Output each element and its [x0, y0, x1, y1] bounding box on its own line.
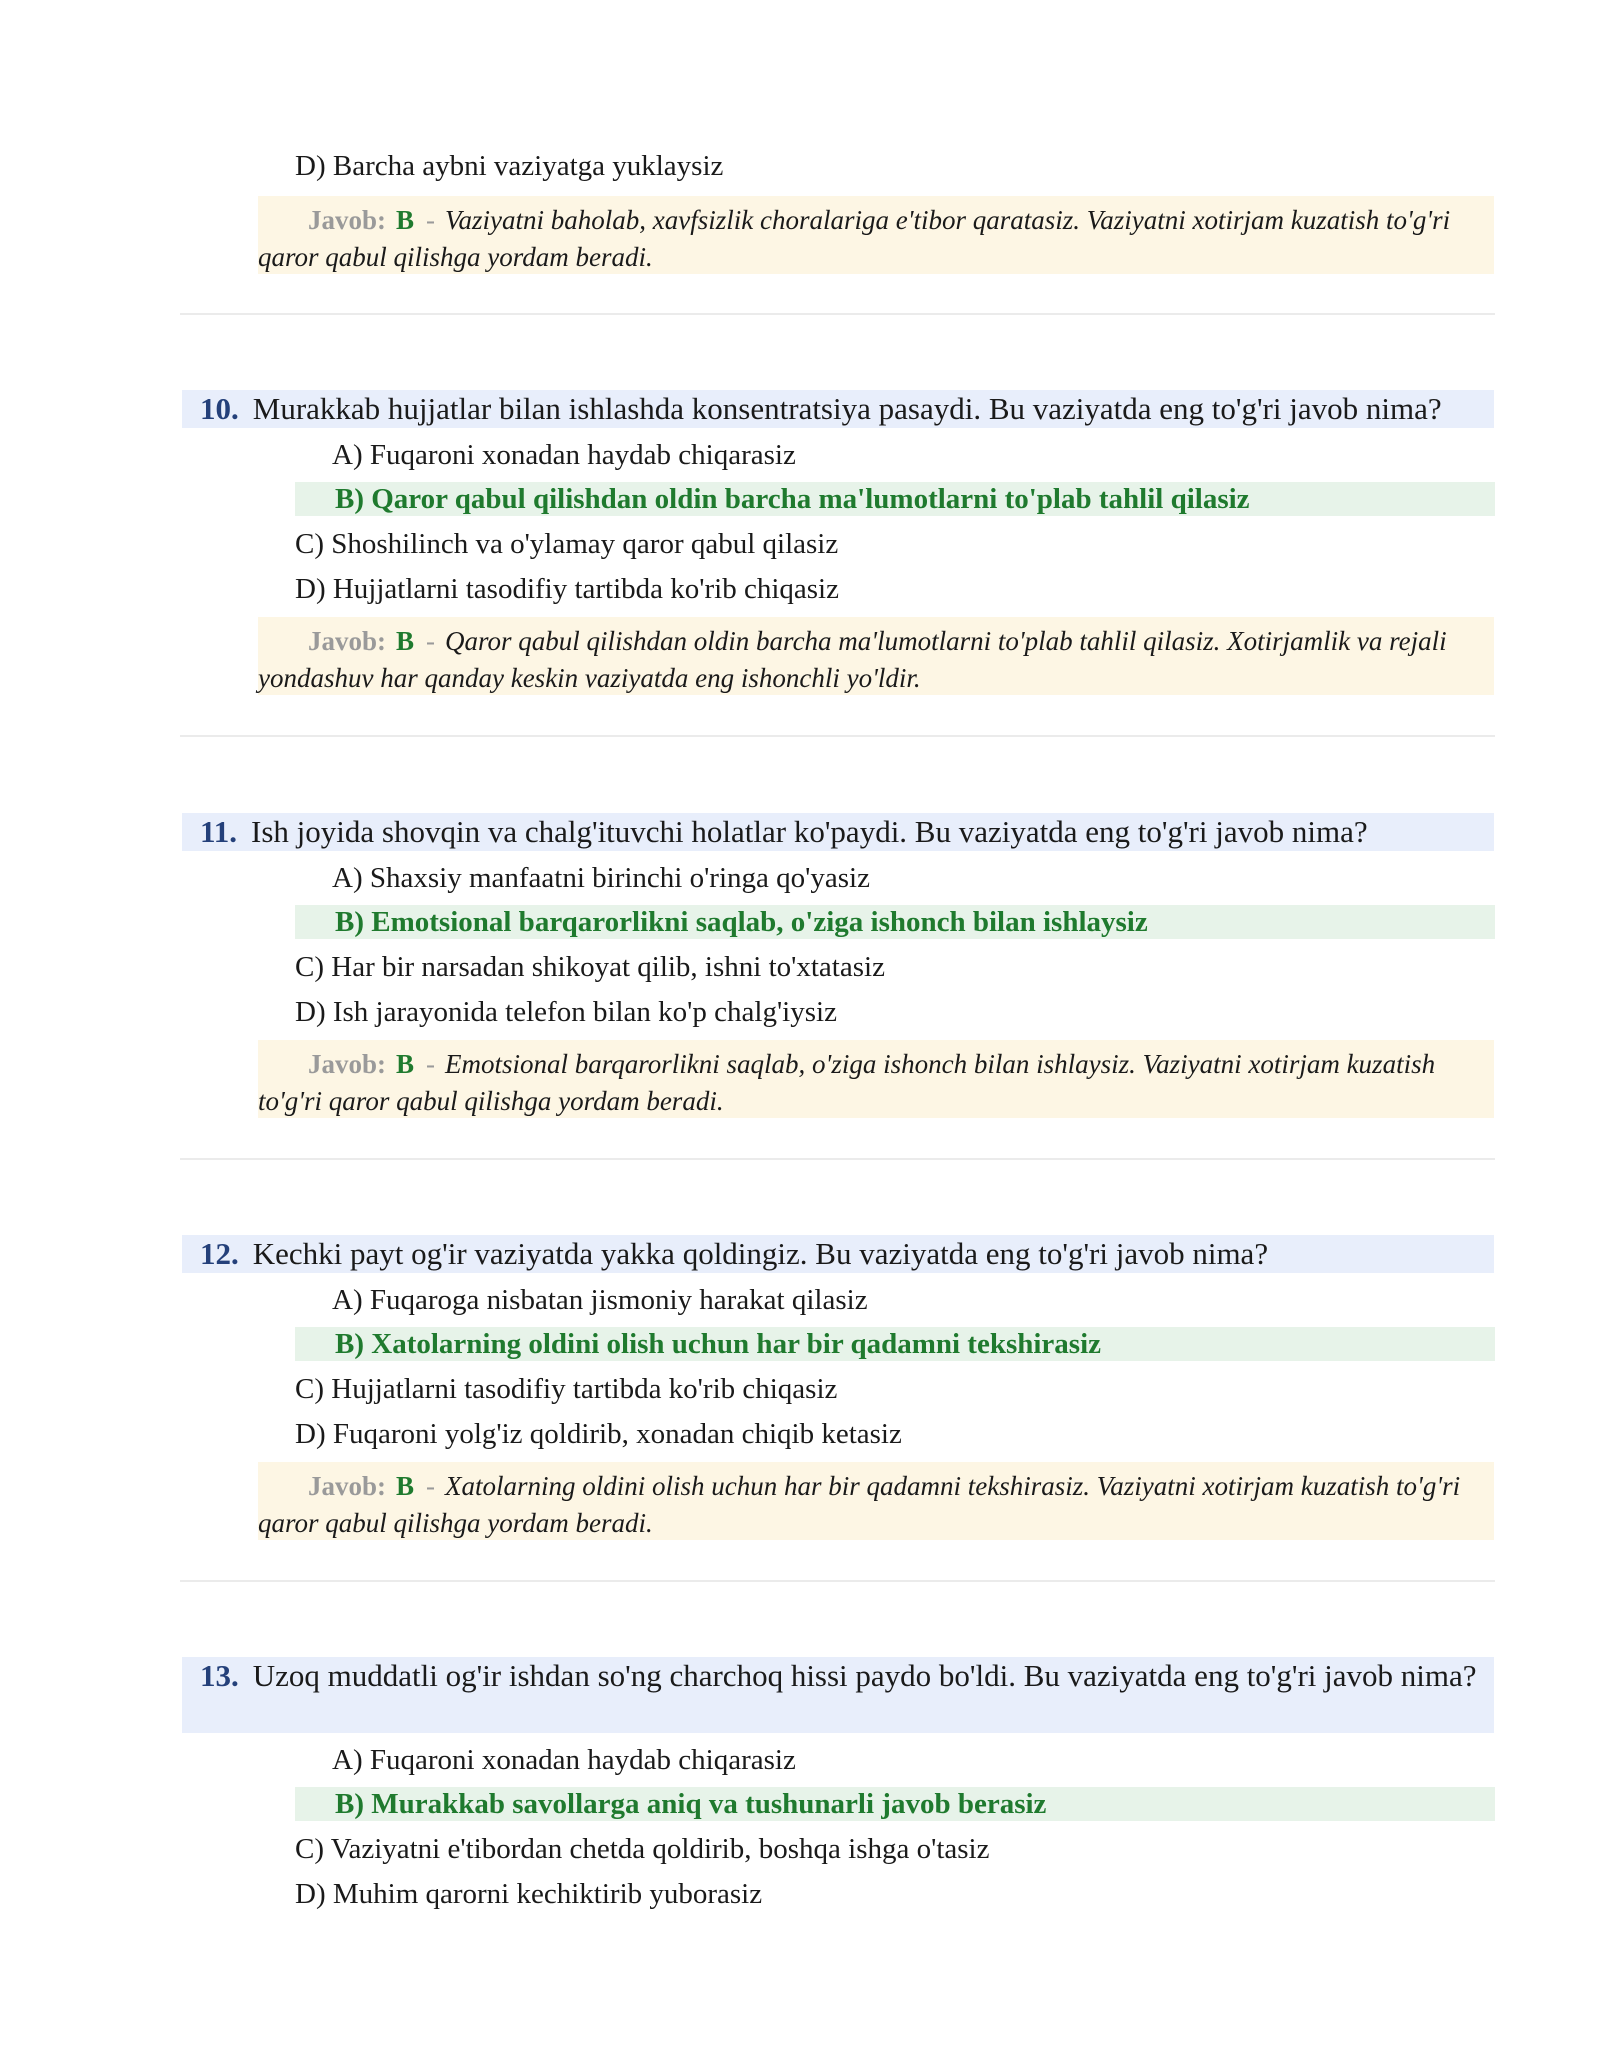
question-text: Murakkab hujjatlar bilan ishlashda konsentratsiya pasaydi. Bu vaziyatda eng to'g'ri javob nima?: [252, 391, 1442, 426]
option-d: D) Ish jarayonida telefon bilan ko'p chalg'iysiz: [295, 996, 837, 1028]
separator: [180, 735, 1495, 737]
answer-explanation: Emotsional barqarorlikni saqlab, o'ziga ishonch bilan ishlaysiz. Vaziyatni xotirjam kuzatish to'g'ri qaror qabul qilishga yordam beradi.: [258, 1049, 1436, 1116]
option-d: D) Hujjatlarni tasodifiy tartibda ko'rib chiqasiz: [295, 573, 839, 605]
answer-label: Javob:: [308, 205, 387, 235]
answer-dash: -: [426, 626, 436, 656]
separator: [180, 313, 1495, 315]
option-b-correct: B) Emotsional barqarorlikni saqlab, o'ziga ishonch bilan ishlaysiz: [295, 905, 1495, 939]
question-12: [182, 1235, 1494, 1273]
answer-label: Javob:: [308, 1471, 387, 1501]
option-a: A) Fuqaroni xonadan haydab chiqarasiz: [332, 1744, 796, 1776]
separator: [180, 1158, 1495, 1160]
question-text: Uzoq muddatli og'ir ishdan so'ng charchoq hissi paydo bo'ldi. Bu vaziyatda eng to'g'ri javob nima?: [252, 1658, 1477, 1693]
answer-explanation: Qaror qabul qilishdan oldin barcha ma'lumotlarni to'plab tahlil qilasiz. Xotirjamlik va rejali yondashuv har qanday keskin vaziyatda eng ishonchli yo'ldir.: [258, 626, 1447, 693]
option-c: C) Vaziyatni e'tibordan chetda qoldirib, boshqa ishga o'tasiz: [295, 1833, 990, 1865]
option-b-correct: B) Murakkab savollarga aniq va tushunarli javob berasiz: [295, 1787, 1495, 1821]
answer-box: [258, 1040, 1494, 1118]
answer-letter: B: [396, 626, 415, 656]
answer-label: Javob:: [308, 1049, 387, 1079]
answer-dash: -: [426, 1471, 436, 1501]
option-d: D) Fuqaroni yolg'iz qoldirib, xonadan chiqib ketasiz: [295, 1418, 902, 1450]
option-b-correct: B) Qaror qabul qilishdan oldin barcha ma'lumotlarni to'plab tahlil qilasiz: [295, 482, 1495, 516]
question-number: 11.: [200, 814, 238, 849]
option-d: D) Barcha aybni vaziyatga yuklaysiz: [295, 150, 724, 182]
option-c: C) Shoshilinch va o'ylamay qaror qabul qilasiz: [295, 528, 839, 560]
answer-explanation: Vaziyatni baholab, xavfsizlik choralariga e'tibor qaratasiz. Vaziyatni xotirjam kuzatish to'g'ri qaror qabul qilishga yordam beradi.: [258, 205, 1451, 272]
separator: [180, 1580, 1495, 1582]
question-10: [182, 390, 1494, 428]
answer-box: [258, 1462, 1494, 1540]
answer-label: Javob:: [308, 626, 387, 656]
question-13: [182, 1657, 1494, 1733]
option-d: D) Muhim qarorni kechiktirib yuborasiz: [295, 1878, 763, 1910]
option-a: A) Fuqaroni xonadan haydab chiqarasiz: [332, 439, 796, 471]
answer-box: [258, 196, 1494, 274]
question-11: [182, 813, 1494, 851]
answer-explanation: Xatolarning oldini olish uchun har bir qadamni tekshirasiz. Vaziyatni xotirjam kuzatish to'g'ri qaror qabul qilishga yordam beradi.: [258, 1471, 1461, 1538]
option-c: C) Har bir narsadan shikoyat qilib, ishni to'xtatasiz: [295, 951, 885, 983]
question-number: 13.: [200, 1658, 239, 1693]
option-c: C) Hujjatlarni tasodifiy tartibda ko'rib chiqasiz: [295, 1373, 838, 1405]
answer-letter: B: [396, 1471, 415, 1501]
question-number: 10.: [200, 391, 239, 426]
answer-letter: B: [396, 1049, 415, 1079]
answer-dash: -: [426, 1049, 436, 1079]
question-text: Ish joyida shovqin va chalg'ituvchi holatlar ko'paydi. Bu vaziyatda eng to'g'ri javob nima?: [251, 814, 1368, 849]
option-b-correct: B) Xatolarning oldini olish uchun har bir qadamni tekshirasiz: [295, 1327, 1495, 1361]
question-number: 12.: [200, 1236, 239, 1271]
question-text: Kechki payt og'ir vaziyatda yakka qoldingiz. Bu vaziyatda eng to'g'ri javob nima?: [252, 1236, 1269, 1271]
answer-dash: -: [426, 205, 436, 235]
option-a: A) Fuqaroga nisbatan jismoniy harakat qilasiz: [332, 1284, 868, 1316]
answer-letter: B: [396, 205, 415, 235]
answer-box: [258, 617, 1494, 695]
option-a: A) Shaxsiy manfaatni birinchi o'ringa qo'yasiz: [332, 862, 870, 894]
